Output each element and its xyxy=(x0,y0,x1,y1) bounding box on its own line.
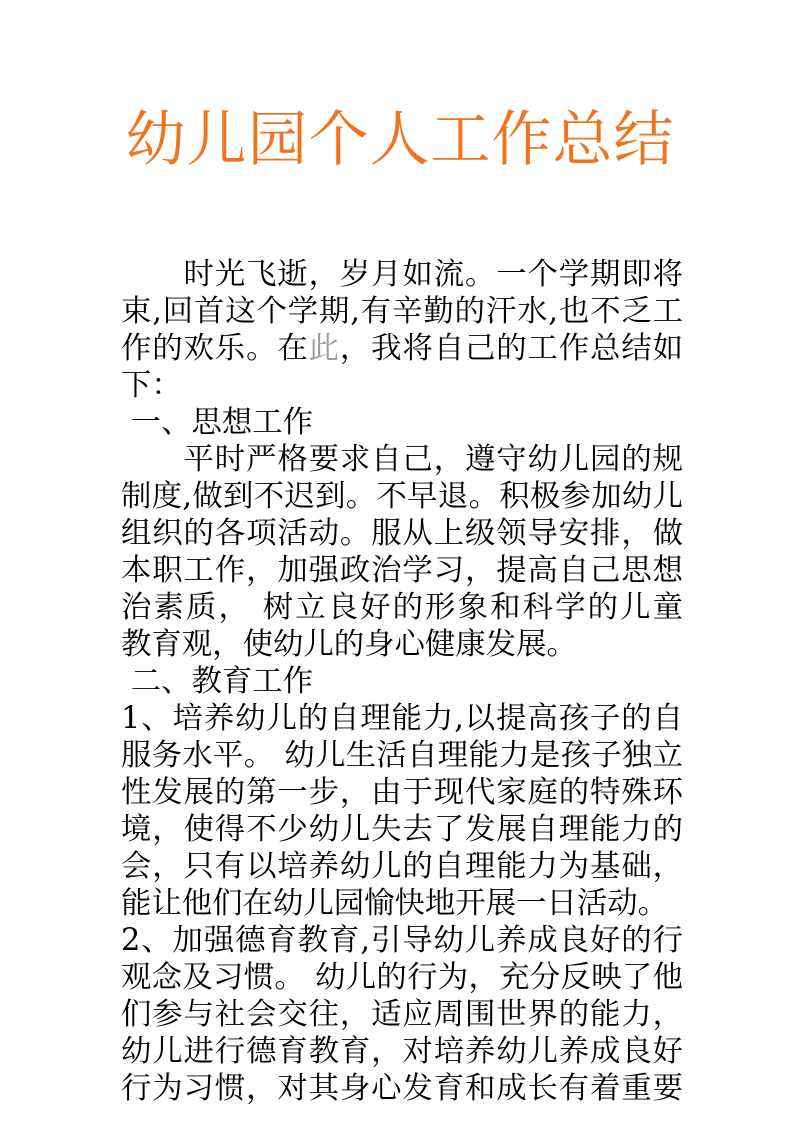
paragraph-line: 本职工作，加强政治学习，提高自己思想 xyxy=(121,553,683,588)
paragraph-line: 制度,做到不迟到。不早退。积极参加幼儿 xyxy=(121,479,683,514)
paragraph-line: 性发展的第一步，由于现代家庭的特殊环 xyxy=(121,775,683,810)
paragraph-line: 会，只有以培养幼儿的自理能力为基础， xyxy=(121,849,683,884)
paragraph-line: 2、加强德育教育,引导幼儿养成良好的行 xyxy=(121,923,683,958)
paragraph-line: 平时严格要求自己，遵守幼儿园的规 xyxy=(183,442,683,477)
paragraph-line: 行为习惯，对其身心发育和成长有着重要 xyxy=(121,1071,683,1106)
paragraph-line: 时光飞逝，岁月如流。一个学期即将 xyxy=(183,257,683,292)
paragraph-line: 下： xyxy=(121,368,182,403)
paragraph-line: 观念及习惯。 幼儿的行为，充分反映了他 xyxy=(121,960,683,995)
paragraph-line: 束,回首这个学期,有辛勤的汗水,也不乏工 xyxy=(121,294,683,329)
document-body xyxy=(121,256,683,1107)
paragraph-line: 教育观，使幼儿的身心健康发展。 xyxy=(121,627,577,662)
paragraph-line-with-highlight xyxy=(121,330,683,367)
paragraph-line: 们参与社会交往，适应周围世界的能力， xyxy=(121,997,683,1032)
document-title: 幼儿园个人工作总结 xyxy=(125,105,675,175)
section-heading: 一、思想工作 xyxy=(121,405,314,440)
section-heading: 二、教育工作 xyxy=(121,664,314,699)
paragraph-line: 能让他们在幼儿园愉快地开展一日活动。 xyxy=(121,886,669,921)
paragraph-line: 1、培养幼儿的自理能力,以提高孩子的自 xyxy=(121,701,683,736)
paragraph-line: 幼儿进行德育教育，对培养幼儿养成良好 xyxy=(121,1034,683,1069)
paragraph-line: 服务水平。 幼儿生活自理能力是孩子独立 xyxy=(121,738,683,773)
paragraph-text: ，我将自己的工作总结如 xyxy=(339,331,683,366)
paragraph-line: 组织的各项活动。服从上级领导安排，做 xyxy=(121,516,683,551)
paragraph-line: 境，使得不少幼儿失去了发展自理能力的 xyxy=(121,812,683,847)
paragraph-text: 作的欢乐。在 xyxy=(121,331,309,366)
highlighted-character: 此 xyxy=(308,331,340,366)
paragraph-line: 治素质， 树立良好的形象和科学的儿童 xyxy=(121,590,683,625)
